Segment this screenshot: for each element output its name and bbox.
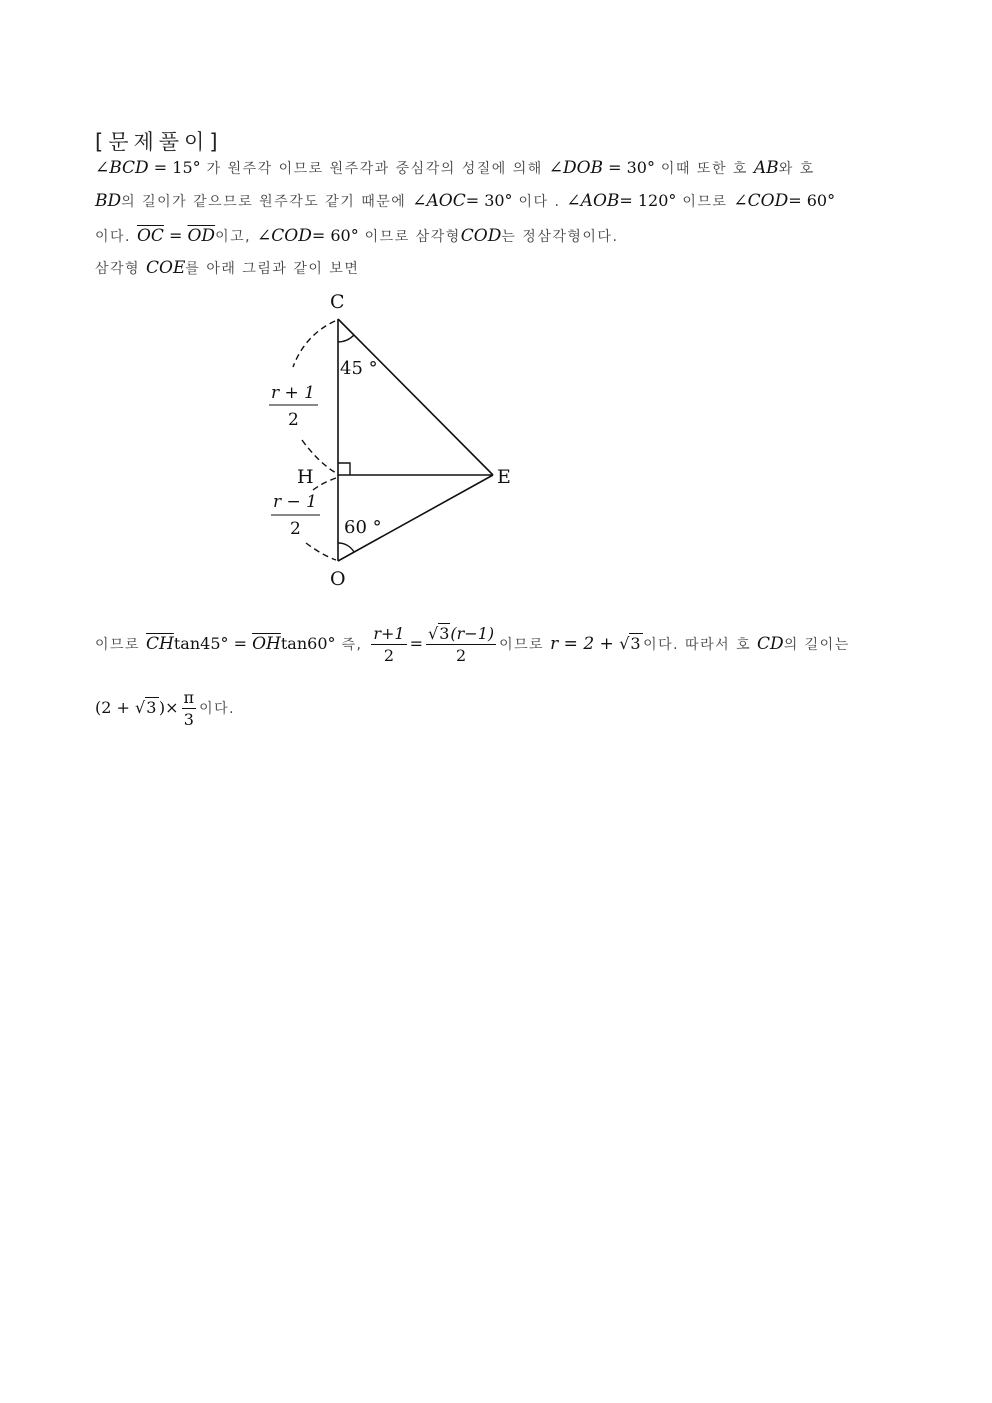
text: 이므로 삼각형	[358, 229, 461, 245]
text: 이다.	[199, 701, 236, 717]
dashed-arc-upper-top	[293, 321, 335, 367]
triangle-cod: COD	[460, 226, 502, 246]
sqrt-icon: √	[619, 634, 630, 653]
text: 이므로	[95, 637, 147, 653]
angle-dob: ∠DOB	[548, 158, 604, 178]
segment-oc: $\overline{OC}$	[136, 226, 164, 246]
conclusion-line-2	[95, 688, 235, 729]
upper-fraction-numerator: r + 1	[271, 383, 315, 403]
equals: =	[409, 634, 424, 653]
equation-value: = 60°	[311, 226, 359, 245]
equals: =	[228, 634, 253, 653]
text: 의 길이는	[783, 637, 850, 653]
arc-ab: AB	[753, 158, 779, 178]
equation-value: = 15°	[148, 158, 201, 177]
text: 이므로	[499, 637, 551, 653]
angle-aoc: ∠AOC	[412, 191, 466, 211]
label-c: C	[330, 291, 345, 313]
angle-arc-o	[338, 543, 354, 552]
text: 이때 또한 호	[654, 161, 754, 177]
arc-bd: BD	[95, 191, 122, 211]
dashed-arc-lower-top	[313, 478, 336, 490]
angle-arc-c	[338, 335, 354, 342]
upper-fraction-denominator: 2	[288, 410, 299, 430]
section-title: [문제풀이]	[95, 130, 223, 154]
text: 이다.	[95, 229, 137, 245]
text: 이므로	[676, 194, 734, 210]
segment-od: $\overline{OD}$	[187, 226, 216, 246]
segment-oh: $\overline{OH}$	[252, 634, 281, 654]
label-o: O	[330, 568, 346, 590]
conclusion-line-1	[95, 624, 850, 665]
numerator: r+1	[373, 624, 405, 643]
angle-label-45: 45 °	[340, 358, 378, 379]
equation-value: = 30°	[603, 158, 655, 177]
angle-cod: ∠COD	[257, 226, 312, 246]
text: 를 아래 그림과 같이 보면	[185, 261, 360, 277]
angle-bcd: ∠BCD	[95, 158, 149, 178]
numerator: π	[183, 688, 195, 707]
right-angle-marker	[338, 463, 350, 475]
lower-fraction-denominator: 2	[290, 519, 301, 539]
dashed-arc-lower-bottom	[306, 543, 336, 560]
fraction-pi-over-3	[182, 688, 197, 729]
numerator-rest: (r−1)	[450, 624, 495, 643]
triangle-coe: COE	[146, 258, 186, 278]
angle-label-60: 60 °	[344, 517, 382, 538]
equals: =	[163, 226, 188, 245]
triangle-coe-diagram	[0, 0, 992, 620]
sqrt-icon: √	[135, 698, 146, 717]
text: 이다. 따라서 호	[643, 637, 758, 653]
denominator: 2	[455, 646, 467, 665]
radicand: 3	[630, 634, 643, 653]
fraction-r-plus-1-over-2	[371, 624, 406, 665]
segment-ch: $\overline{CH}$	[146, 634, 174, 654]
angle-aob: ∠AOB	[566, 191, 620, 211]
label-e: E	[497, 466, 511, 488]
text: 이고,	[215, 229, 258, 245]
arc-cd: CD	[757, 634, 784, 654]
text: 는 정삼각형이다.	[501, 229, 619, 245]
radicand: 3	[439, 624, 450, 643]
equation-value: = 30°	[465, 191, 513, 210]
text: 삼각형	[95, 261, 147, 277]
tan-45: tan45°	[173, 634, 229, 653]
expression-open: (2 +	[95, 698, 135, 717]
sqrt-icon: √	[428, 624, 439, 643]
equation-value: = 60°	[788, 191, 836, 210]
text: 즉,	[335, 637, 369, 653]
text: 가 원주각 이므로 원주각과 중심각의 성질에 의해	[200, 161, 549, 177]
label-h: H	[297, 466, 314, 488]
r-equation: r = 2 +	[550, 634, 620, 654]
tan-60: tan60°	[280, 634, 336, 653]
angle-cod: ∠COD	[733, 191, 789, 211]
lower-fraction-numerator: r − 1	[273, 492, 317, 512]
denominator: 3	[183, 710, 194, 729]
expression-close: )×	[158, 698, 179, 717]
numerator	[426, 624, 496, 645]
text: 의 길이가 같으므로 원주각도 같기 때문에	[121, 194, 413, 210]
equation-value: = 120°	[619, 191, 677, 210]
segment-ce	[338, 319, 493, 475]
text: 와 호	[778, 161, 815, 177]
denominator: 2	[383, 646, 395, 665]
radicand: 3	[146, 698, 158, 717]
fraction-root3-r-minus-1-over-2	[426, 624, 496, 665]
text: 이다 .	[512, 194, 567, 210]
